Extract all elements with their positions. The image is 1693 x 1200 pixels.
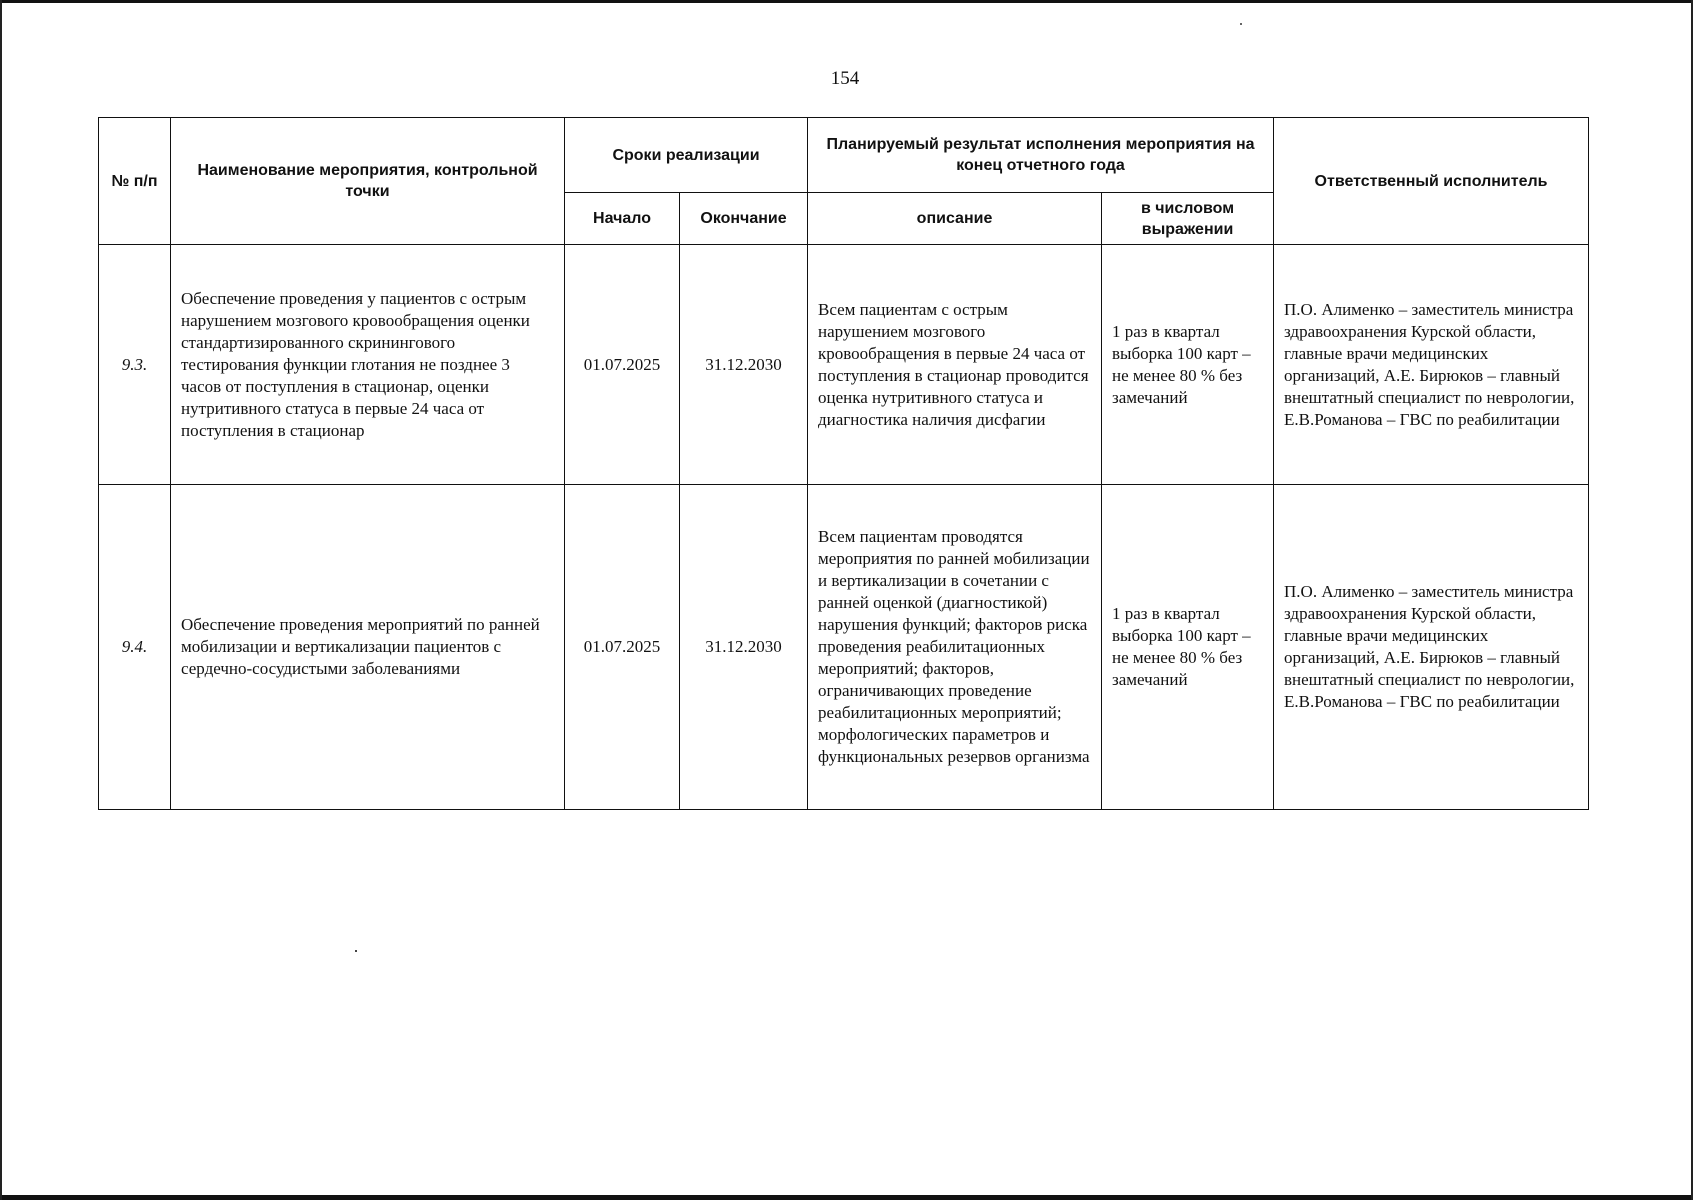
start-date: 01.07.2025 [565, 485, 680, 810]
scan-speck [1240, 23, 1242, 25]
result-description: Всем пациентам проводятся мероприятия по ранней мобилизации и вертикализации в сочетании с ранней оценкой (диагностикой) нарушения функций; факторов риска проведения реабилитационных мероприятий; факторов, ограничивающих проведение реабилитационных мероприятий; морфологических параметров и функциональных резервов организма [808, 485, 1102, 810]
header-deadlines: Сроки реализации [565, 118, 808, 193]
responsible-person: П.О. Алименко – заместитель министра здравоохранения Курской области, главные врачи медицинских организаций, А.Е. Бирюков – главный внештатный специалист по неврологии, Е.В.Романова – ГВС по реабилитации [1274, 245, 1589, 485]
header-num: № п/п [99, 118, 171, 245]
scan-edge-top [0, 0, 1693, 3]
activity-name: Обеспечение проведения у пациентов с острым нарушением мозгового кровообращения оценки стандартизированного скринингового тестирования функции глотания не позднее 3 часов от поступления в стационар, оценки нутритивного статуса в первые 24 часа от поступления в стационар [171, 245, 565, 485]
activity-name: Обеспечение проведения мероприятий по ранней мобилизации и вертикализации пациентов с сердечно-сосудистыми заболеваниями [171, 485, 565, 810]
header-description: описание [808, 193, 1102, 245]
header-name: Наименование мероприятия, контрольной точки [171, 118, 565, 245]
end-date: 31.12.2030 [680, 485, 808, 810]
scan-edge-left [0, 0, 2, 1200]
end-date: 31.12.2030 [680, 245, 808, 485]
result-numeric: 1 раз в квартал выборка 100 карт – не менее 80 % без замечаний [1102, 245, 1274, 485]
header-responsible: Ответственный исполнитель [1274, 118, 1589, 245]
result-numeric: 1 раз в квартал выборка 100 карт – не менее 80 % без замечаний [1102, 485, 1274, 810]
header-planned-result: Планируемый результат исполнения мероприятия на конец отчетного года [808, 118, 1274, 193]
scan-edge-bottom [0, 1195, 1693, 1200]
start-date: 01.07.2025 [565, 245, 680, 485]
page-number: 154 [830, 68, 860, 89]
header-numeric: в числовом выражении [1102, 193, 1274, 245]
result-description: Всем пациентам с острым нарушением мозгового кровообращения в первые 24 часа от поступления в стационар проводится оценка нутритивного статуса и диагностика наличия дисфагии [808, 245, 1102, 485]
header-end: Окончание [680, 193, 808, 245]
row-number: 9.3. [99, 245, 171, 485]
scan-speck [355, 950, 357, 952]
header-start: Начало [565, 193, 680, 245]
table-row [99, 245, 1589, 485]
table-row [99, 485, 1589, 810]
header-row-1 [99, 118, 1589, 193]
row-number: 9.4. [99, 485, 171, 810]
responsible-person: П.О. Алименко – заместитель министра здравоохранения Курской области, главные врачи медицинских организаций, А.Е. Бирюков – главный внештатный специалист по неврологии, Е.В.Романова – ГВС по реабилитации [1274, 485, 1589, 810]
activities-table [98, 117, 1589, 810]
